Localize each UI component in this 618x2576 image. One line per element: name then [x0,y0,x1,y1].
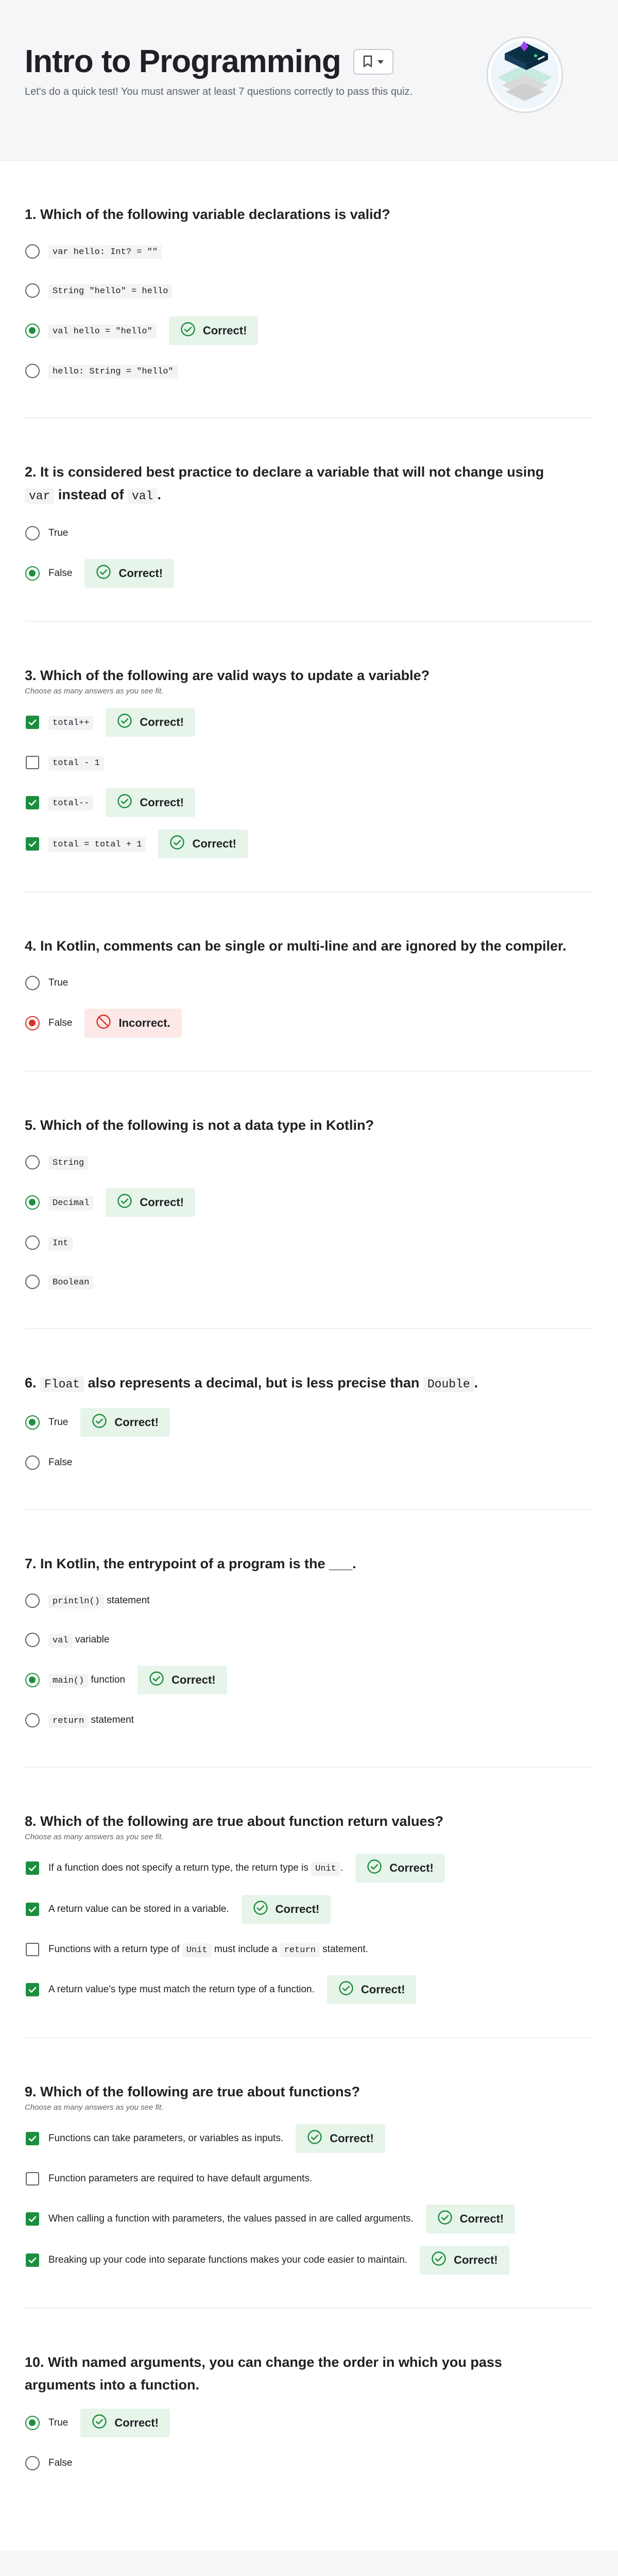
feedback-text: Correct! [275,1903,320,1916]
answer-option[interactable] [25,788,593,817]
option-label: False [48,1457,73,1468]
option-label [48,717,93,728]
block-icon [96,1014,111,1032]
option-label: False [48,1018,73,1028]
correct-feedback [426,2205,516,2233]
option-label [48,838,146,850]
check-circle-icon [338,1980,354,1999]
bookmark-icon [363,55,372,69]
correct-feedback [420,2246,509,2275]
checkbox-checked[interactable] [25,1860,40,1876]
option-label: main() function [48,1674,125,1686]
feedback-text: Correct! [192,837,237,850]
option-label: False [48,568,73,579]
correct-feedback [242,1895,331,1924]
check-circle-icon [431,2251,447,2269]
correct-feedback [355,1854,445,1883]
radio-button[interactable] [25,1155,40,1170]
radio-button[interactable] [25,2455,40,2471]
option-code: val [48,1634,73,1648]
quiz-badge-image [486,36,563,113]
option-label: println() statement [48,1595,150,1606]
answer-option[interactable] [25,2165,593,2192]
inline-code: Unit [182,1943,212,1957]
check-circle-icon [117,793,132,812]
inline-code: var [25,488,54,504]
inline-code: val [128,488,157,504]
answer-option[interactable] [25,970,593,996]
radio-button-selected-wrong[interactable] [25,1015,40,1031]
option-code: Decimal [48,1196,93,1210]
check-circle-icon [180,321,196,340]
answer-option[interactable] [25,1149,593,1176]
feedback-text: Correct! [114,1416,159,1429]
question-7 [25,1510,593,1768]
answer-options [25,1408,593,1476]
radio-button-selected[interactable] [25,566,40,581]
feedback-text: Correct! [140,716,184,728]
feedback-text: Correct! [389,1861,434,1874]
answer-option[interactable] [25,1854,593,1883]
feedback-text: Correct! [454,2253,498,2266]
radio-button-selected[interactable] [25,2415,40,2431]
option-label: True [48,2417,68,2428]
question-hint: Choose as many answers as you see fit. [25,2103,164,2112]
feedback-text: Correct! [459,2212,504,2225]
checkbox-checked[interactable] [25,2252,40,2268]
option-code: Boolean [48,1276,93,1290]
question-text: 6. Float also represents a decimal, but is less precise than Double . [25,1375,478,1391]
option-label [48,1157,88,1168]
answer-options [25,1149,593,1295]
answer-option[interactable] [25,708,593,737]
answer-option[interactable] [25,1009,593,1038]
correct-feedback [84,559,174,588]
check-circle-icon [169,835,185,853]
option-label: When calling a function with parameters, the values passed in are called arguments. [48,2213,414,2224]
check-circle-icon [367,1859,382,1877]
feedback-text: Correct! [140,1196,184,1209]
inline-code: Float [40,1377,84,1392]
answer-options [25,520,593,588]
feedback-text: Incorrect. [118,1016,170,1029]
option-label [48,325,157,336]
option-label: return statement [48,1715,134,1726]
answer-option[interactable] [25,1666,593,1694]
check-circle-icon [149,1671,164,1689]
caret-down-icon [377,58,384,66]
correct-feedback [296,2124,385,2153]
radio-button[interactable] [25,1593,40,1608]
answer-option[interactable] [25,829,593,858]
option-code: String "hello" = hello [48,284,172,298]
checkbox-checked[interactable] [25,2211,40,2227]
feedback-text: Correct! [140,796,184,809]
correct-feedback [80,1408,170,1437]
page-subtitle: Let's do a quick test! You must answer at least 7 questions correctly to pass this quiz. [25,86,413,97]
header-content [25,43,416,99]
question-3 [25,622,593,892]
checkbox[interactable] [25,1942,40,1957]
answer-option[interactable] [25,1449,593,1476]
inline-code: Unit [311,1862,340,1876]
answer-option[interactable] [25,1268,593,1295]
check-circle-icon [117,713,132,732]
answer-option[interactable] [25,520,593,547]
check-circle-icon [437,2210,453,2228]
answer-options [25,238,593,384]
check-circle-icon [92,1413,107,1432]
radio-button[interactable] [25,283,40,298]
answer-option[interactable] [25,2124,593,2153]
answer-options [25,708,593,858]
question-text: 4. In Kotlin, comments can be single or multi-line and are ignored by the compiler. [25,938,566,954]
radio-button[interactable] [25,526,40,541]
correct-feedback [138,1666,227,1694]
question-text: 7. In Kotlin, the entrypoint of a program is the ___. [25,1556,356,1571]
correct-feedback [106,788,195,817]
option-label [48,246,162,257]
question-text: 8. Which of the following are true about function return values? [25,1814,444,1829]
option-label: A return value can be stored in a variable. [48,1904,229,1914]
option-label: A return value's type must match the return type of a function. [48,1984,315,1995]
feedback-text: Correct! [202,324,247,337]
correct-feedback [158,829,248,858]
radio-button-selected[interactable] [25,1415,40,1430]
option-code: total++ [48,716,93,730]
title-row [25,43,416,80]
feedback-text: Correct! [114,2416,159,2429]
answer-option[interactable] [25,1626,593,1653]
option-code: String [48,1156,88,1170]
option-code: main() [48,1674,88,1688]
answer-option[interactable] [25,1408,593,1437]
correct-feedback [327,1975,417,2004]
answer-options [25,970,593,1038]
answer-option[interactable] [25,2205,593,2233]
checkbox-checked[interactable] [25,1902,40,1917]
answer-option[interactable] [25,238,593,265]
radio-button-selected[interactable] [25,1195,40,1210]
checkbox[interactable] [25,755,40,770]
answer-option[interactable] [25,316,593,345]
answer-option[interactable] [25,2450,593,2477]
checkbox-checked[interactable] [25,1982,40,1997]
answer-option[interactable] [25,1188,593,1217]
option-code: hello: String = "hello" [48,365,178,379]
answer-option[interactable] [25,1229,593,1256]
answer-option[interactable] [25,1895,593,1924]
question-8 [25,1768,593,2038]
option-code: total-- [48,796,93,810]
checkbox-checked[interactable] [25,2131,40,2146]
option-label [48,1197,93,1208]
question-text: 10. With named arguments, you can change the order in which you pass arguments into a function. [25,2354,502,2393]
answer-options [25,1587,593,1734]
quiz-questions [0,161,618,2510]
correct-feedback [106,1188,195,1217]
option-label: True [48,977,68,988]
option-code: var hello: Int? = "" [48,245,162,259]
bookmark-button[interactable] [353,49,393,75]
question-4 [25,892,593,1072]
answer-option[interactable] [25,2409,593,2437]
option-label [48,1276,93,1287]
inline-code: return [280,1943,320,1957]
answer-options [25,1854,593,2004]
option-label [48,365,178,377]
answer-option[interactable] [25,559,593,588]
question-10 [25,2309,593,2510]
answer-option[interactable] [25,1936,593,1963]
option-label: If a function does not specify a return type, the return type is Unit . [48,1862,343,1874]
answer-option[interactable] [25,749,593,776]
feedback-text: Correct! [330,2132,374,2145]
option-label: True [48,528,68,538]
option-label: True [48,1417,68,1428]
option-code: total = total + 1 [48,838,146,852]
question-text: 9. Which of the following are true about functions? [25,2084,360,2099]
check-circle-icon [117,1193,132,1212]
results-section [0,2551,618,2576]
checkbox-checked[interactable] [25,836,40,852]
option-label: Functions with a return type of Unit must include a return statement. [48,1944,368,1955]
feedback-text: Correct! [171,1673,216,1686]
page-title: Intro to Programming [25,44,341,79]
option-label [48,1237,73,1248]
correct-feedback [169,316,259,345]
answer-option[interactable] [25,2246,593,2275]
checkbox[interactable] [25,2171,40,2187]
option-code: Int [48,1236,73,1250]
answer-options [25,2409,593,2477]
option-label [48,285,172,296]
question-hint: Choose as many answers as you see fit. [25,1833,164,1841]
answer-option[interactable] [25,1975,593,2004]
option-label: val variable [48,1634,109,1646]
question-5 [25,1072,593,1329]
radio-button-selected[interactable] [25,323,40,338]
question-1 [25,161,593,418]
feedback-text: Correct! [360,1983,405,1996]
answer-options [25,2124,593,2275]
question-2 [25,418,593,622]
option-code: return [48,1714,88,1728]
answer-option[interactable] [25,1707,593,1734]
radio-button[interactable] [25,363,40,379]
answer-option[interactable] [25,358,593,384]
checkbox-checked[interactable] [25,795,40,810]
answer-option[interactable] [25,1587,593,1614]
check-circle-icon [307,2129,322,2148]
option-label: Function parameters are required to have default arguments. [48,2173,313,2184]
check-circle-icon [253,1900,268,1919]
correct-feedback [106,708,195,737]
option-code: val hello = "hello" [48,325,157,338]
radio-button[interactable] [25,1455,40,1470]
question-text: 5. Which of the following is not a data type in Kotlin? [25,1117,374,1133]
option-code: println() [48,1595,104,1608]
question-text: 1. Which of the following variable declarations is valid? [25,207,390,222]
feedback-text: Correct! [118,567,163,580]
check-circle-icon [96,564,111,583]
check-circle-icon [92,2414,107,2432]
radio-button[interactable] [25,1632,40,1648]
option-label: False [48,2458,73,2468]
radio-button[interactable] [25,1274,40,1290]
option-label: Functions can take parameters, or variables as inputs. [48,2133,284,2144]
option-label: Breaking up your code into separate functions makes your code easier to maintain. [48,2255,408,2265]
question-hint: Choose as many answers as you see fit. [25,687,164,696]
page-header [0,0,618,161]
question-text: 3. Which of the following are valid ways to update a variable? [25,668,430,683]
radio-button[interactable] [25,975,40,991]
checkbox-checked[interactable] [25,715,40,730]
option-code: total - 1 [48,756,104,770]
question-text: 2. It is considered best practice to declare a variable that will not change using var instead of val . [25,464,544,503]
inline-code: Double [423,1377,474,1392]
radio-button-selected[interactable] [25,1672,40,1688]
question-6 [25,1329,593,1510]
radio-button[interactable] [25,244,40,259]
radio-button[interactable] [25,1235,40,1250]
question-9 [25,2038,593,2309]
correct-feedback [80,2409,170,2437]
option-label [48,757,104,768]
answer-option[interactable] [25,277,593,304]
option-label [48,797,93,808]
incorrect-feedback [84,1009,181,1038]
radio-button[interactable] [25,1713,40,1728]
